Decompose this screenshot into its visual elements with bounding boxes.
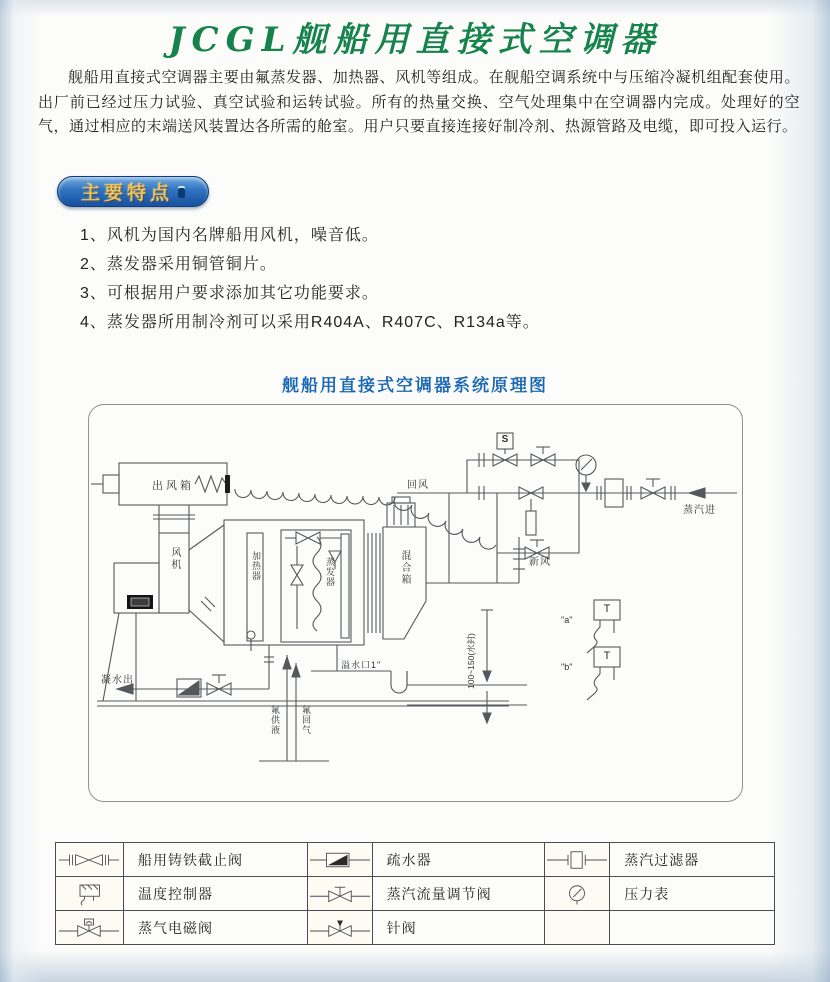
- flex-hose-2: [394, 497, 496, 549]
- label-steam-inlet: 蒸汽进: [683, 505, 716, 516]
- evaporator-symbol: [281, 530, 351, 642]
- label-overflow-port: 溢水口1": [341, 660, 382, 670]
- steam-trap-icon: [307, 843, 372, 877]
- temp-controller-icon: [56, 877, 124, 911]
- pressure-gauge-icon: [545, 877, 610, 911]
- legend-row: [56, 877, 775, 911]
- stop-valve-symbol: [641, 479, 675, 500]
- unit-casing: [224, 520, 364, 645]
- feature-item: 4、蒸发器所用制冷剂可以采用R404A、R407C、R134a等。: [80, 314, 540, 331]
- needle-valve-icon: [307, 911, 372, 945]
- overflow-piping: [311, 645, 527, 705]
- legend-row: [56, 843, 775, 877]
- heater-symbol: [247, 533, 263, 641]
- symbol-legend-table: [55, 842, 775, 945]
- coil-fins: [368, 533, 380, 633]
- label-evaporator: 蒸发器: [325, 557, 335, 587]
- legend-label: 压力表: [610, 877, 775, 911]
- stop-valve-icon: [56, 843, 124, 877]
- diagram-title: 舰船用直接式空调器系统原理图: [282, 376, 548, 395]
- label-return-air: 回风: [407, 480, 429, 491]
- steam-inlet-arrow: [689, 488, 705, 498]
- feature-item: 3、可根据用户要求添加其它功能要求。: [80, 285, 379, 302]
- legend-label: 疏水器: [372, 843, 545, 877]
- flex-hose: [235, 489, 395, 505]
- label-freon-supply: 氟供液: [270, 705, 280, 735]
- label-sensor-a: "a": [561, 615, 573, 625]
- legend-label: 针阀: [372, 911, 545, 945]
- legend-label: 蒸气电磁阀: [123, 911, 307, 945]
- solenoid-valve-icon: [56, 911, 124, 945]
- flow-regulating-valve-icon: [307, 877, 372, 911]
- legend-label: 温度控制器: [123, 877, 307, 911]
- label-mixing-box: 混合箱: [399, 550, 410, 586]
- label-solenoid-s: S: [501, 434, 509, 445]
- label-temp-controller-2: T: [603, 650, 611, 662]
- condensate-piping: [117, 631, 274, 697]
- label-temp-controller-1: T: [603, 603, 611, 615]
- steam-filter-icon: [545, 843, 610, 877]
- legend-row: [56, 911, 775, 945]
- feature-item: 2、蒸发器采用铜管铜片。: [80, 256, 277, 273]
- features-badge: [57, 176, 209, 207]
- label-fan: 风机: [169, 547, 180, 571]
- diffuser-cone: [189, 525, 224, 642]
- system-schematic-diagram: [88, 404, 743, 802]
- page-title: JCGL舰船用直接式空调器: [168, 20, 662, 60]
- label-sensor-b: "b": [561, 662, 573, 672]
- label-water-seal-dimension: 100~150(水封): [466, 633, 476, 689]
- legend-label: 船用铸铁截止阀: [123, 843, 307, 877]
- label-fresh-air: 新风: [529, 557, 551, 568]
- air-duct-lines: [426, 493, 525, 583]
- badge-mark-icon: [178, 186, 185, 198]
- intro-paragraph: 舰船用直接式空调器主要由氟蒸发器、加热器、风机等组成。在舰船空调系统中与压缩冷凝机组配套使用。出厂前已经过压力试验、真空试验和运转试验。所有的热量交换、空气处理集中在空调器内完成。处理好的空气，通过相应的末端送风装置达各所需的舱室。用户只要直接连接好制冷剂、热源管路及电缆，即可投入运行。: [38, 69, 800, 135]
- label-heater: 加热器: [251, 551, 261, 581]
- feature-item: 1、风机为国内名牌船用风机，噪音低。: [80, 227, 379, 244]
- legend-empty-cell: [545, 911, 610, 945]
- label-condensate-out: 凝水出: [101, 675, 134, 686]
- features-badge-label: 主要特点: [80, 183, 173, 204]
- label-freon-return: 氟回气: [301, 705, 311, 735]
- label-outlet-box: 出风箱: [152, 480, 194, 492]
- legend-label: 蒸汽流量调节阀: [372, 877, 545, 911]
- feature-list: [80, 221, 720, 337]
- schematic-linework: [89, 405, 744, 800]
- legend-label: [610, 911, 775, 945]
- legend-label: 蒸汽过滤器: [610, 843, 775, 877]
